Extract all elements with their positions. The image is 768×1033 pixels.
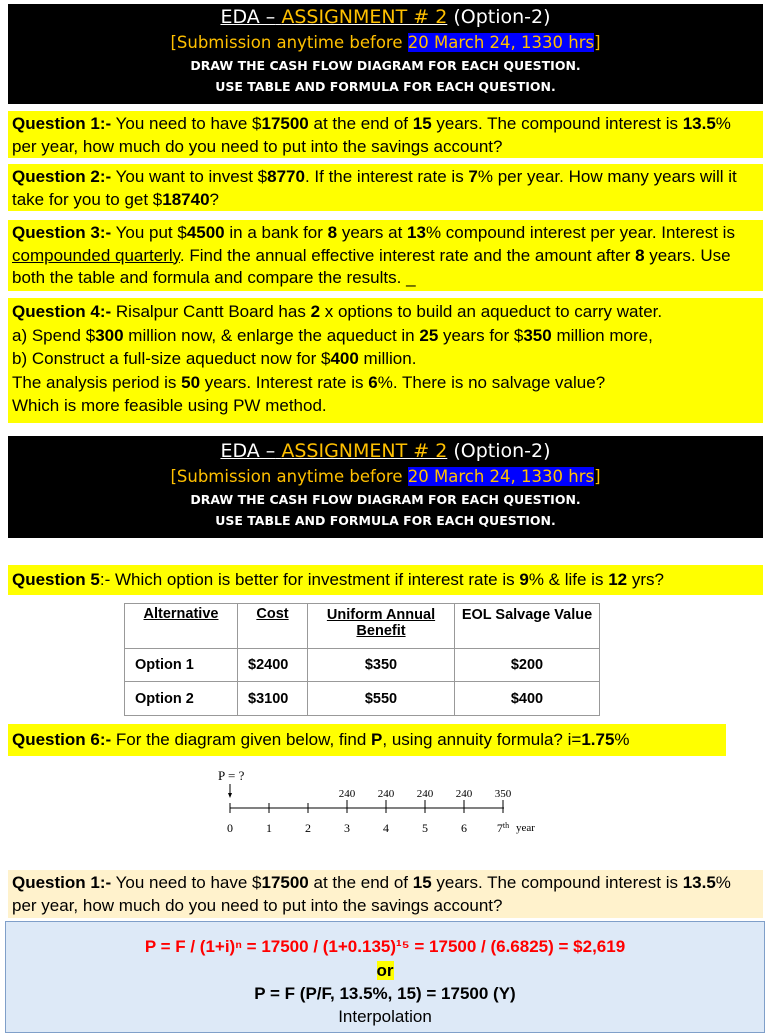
period-label: 0 [227, 821, 233, 835]
period-label: 3 [344, 821, 350, 835]
answer-box [5, 921, 765, 1033]
question-6-box: Question 6:- For the diagram given below, find P, using annuity formula? i=1.75% [8, 724, 726, 756]
period-label: 6 [461, 821, 467, 835]
period-label: 5 [422, 821, 428, 835]
question-5-box: Question 5:- Which option is better for investment if interest rate is 9% & life is 12 yrs? [8, 565, 763, 595]
header-title: EDA – ASSIGNMENT # 2 (Option-2) [220, 440, 551, 462]
question-1-box: Question 1:- You need to have $17500 at the end of 15 years. The compound interest is 13.5% per year, how much do you need to put into the savings account? [8, 111, 763, 158]
p-arrow-head [228, 793, 232, 798]
cash-flow-label: 240 [338, 788, 356, 800]
header-banner-1 [8, 4, 763, 104]
cash-flow-label: 350 [494, 788, 512, 800]
table-row: Option 2 $3100 $550 $400 [125, 682, 600, 716]
p-label: P = ? [218, 768, 245, 783]
period-label: 1 [266, 821, 272, 835]
question-1-repeat-box: Question 1:- You need to have $17500 at the end of 15 years. The compound interest is 13.5% per year, how much do you need to put into the savings account? [8, 870, 763, 918]
answer-formula-1: P = F / (1+i)ⁿ = 17500 / (1+0.135)¹⁵ = 17500 / (6.6825) = $2,619 [144, 937, 626, 956]
cash-flow-label: 240 [455, 788, 473, 800]
question-4-box: Question 4:- Risalpur Cantt Board has 2 x options to build an aqueduct to carry water. a) Spend $300 million now, & enlarge the aqueduct in 25 years for $350 million more, b) Construct a full-size aqueduct now for $400 million. The analysis period is 50 years. Interest rate is 6%. There is no salvage value? Which is more feasible using PW method. [8, 298, 763, 423]
question-3-box: Question 3:- You put $4500 in a bank for 8 years at 13% compound interest per year. Interest is compounded quarterly. Find the annual effective interest rate and the amount after 8 years. Use both the table and formula and compare the results. _ [8, 220, 763, 291]
alternatives-table [124, 603, 600, 716]
period-superscript: th [502, 821, 510, 830]
header-submission: [Submission anytime before 20 March 24, 1330 hrs] [170, 467, 601, 486]
period-label: 4 [383, 821, 389, 835]
period-label: 7th [496, 821, 510, 835]
table-row: Option 1 $2400 $350 $200 [125, 649, 600, 682]
header-instruction-2: USE TABLE AND FORMULA FOR EACH QUESTION. [215, 79, 556, 94]
header-title: EDA – ASSIGNMENT # 2 (Option-2) [220, 6, 551, 28]
answer-formula-2: P = F (P/F, 13.5%, 15) = 17500 (Y) [254, 984, 516, 1003]
cash-flow-diagram [200, 762, 560, 842]
header-banner-2 [8, 436, 763, 538]
table-header: EOL Salvage Value [455, 604, 600, 649]
cash-flow-label: 240 [377, 788, 395, 800]
period-label: 2 [305, 821, 311, 835]
answer-interpolation: Interpolation [338, 1007, 432, 1026]
header-instruction-1: DRAW THE CASH FLOW DIAGRAM FOR EACH QUESTION. [190, 58, 581, 73]
header-instruction-2: USE TABLE AND FORMULA FOR EACH QUESTION. [215, 513, 556, 528]
header-submission: [Submission anytime before 20 March 24, 1330 hrs] [170, 33, 601, 52]
question-2-box: Question 2:- You want to invest $8770. If the interest rate is 7% per year. How many years will it take for you to get $18740? [8, 164, 763, 211]
table-header: Uniform Annual Benefit [308, 604, 455, 649]
year-label: year [516, 822, 535, 834]
table-header: Cost [238, 604, 308, 649]
header-instruction-1: DRAW THE CASH FLOW DIAGRAM FOR EACH QUESTION. [190, 492, 581, 507]
cash-flow-label: 240 [416, 788, 434, 800]
table-header: Alternative [125, 604, 238, 649]
answer-or: or [376, 961, 394, 980]
